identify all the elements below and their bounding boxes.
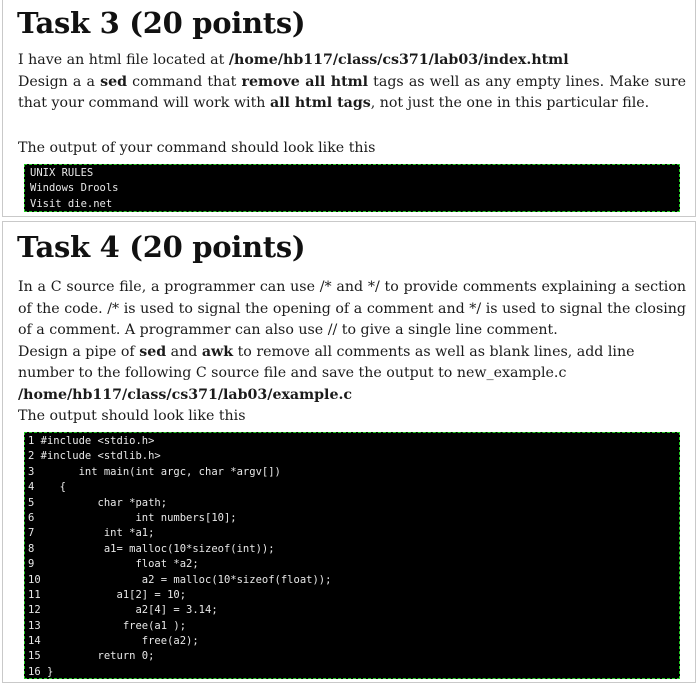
task4-file-path-line — [18, 385, 686, 407]
code-line: 14 free(a2); — [28, 635, 199, 648]
task3-instr-a: Design a a — [18, 73, 101, 90]
task3-description — [18, 50, 686, 115]
code-line: 15 return 0; — [28, 650, 155, 663]
task3-location-line — [18, 50, 686, 72]
code-line: 2 #include <stdlib.h> — [28, 450, 161, 463]
code-line: 11 a1[2] = 10; — [28, 588, 187, 601]
task4-instr-sed: sed — [139, 343, 167, 360]
code-line: 5 char *path; — [28, 496, 168, 509]
task4-description — [18, 277, 686, 428]
task4-instructions — [18, 342, 686, 385]
task3-instr-e: tags as well as any empty lines. Make sure that your command will work with — [18, 73, 686, 111]
code-line: 4 { — [28, 481, 66, 494]
code-line: 13 free(a1 ); — [28, 619, 187, 632]
task4-instr-a: Design a pipe of — [18, 343, 140, 360]
code-line: 6 int numbers[10]; — [28, 511, 237, 524]
task3-instr-remove: remove all html — [241, 73, 369, 90]
code-line: 7 int *a1; — [28, 527, 155, 540]
task3-output-box — [24, 164, 680, 212]
code-line: 9 float *a2; — [28, 558, 199, 571]
task4-output-label: The output should look like this — [18, 408, 246, 424]
task3-instr-c: command that — [127, 73, 242, 90]
task3-title: Task 3 (20 points) — [17, 6, 306, 40]
code-line: 10 a2 = malloc(10*sizeof(float)); — [28, 573, 332, 586]
code-line: 1 #include <stdio.h> — [28, 435, 155, 447]
task3-output-label: The output of your command should look like this — [18, 140, 376, 156]
task3-instructions — [18, 72, 686, 115]
code-line: 8 a1= malloc(10*sizeof(int)); — [28, 542, 275, 555]
task3-instr-all-tags: all html tags — [269, 95, 371, 111]
task3-panel — [2, 0, 696, 217]
task3-file-path: /home/hb117/class/cs371/lab03/index.html — [228, 52, 569, 68]
task3-instr-sed: sed — [100, 73, 128, 90]
code-line: 12 a2[4] = 3.14; — [28, 604, 218, 617]
task4-panel — [2, 221, 696, 683]
task4-output-box — [24, 432, 680, 679]
task4-instr-c: and — [166, 343, 202, 360]
code-line: 16 } — [28, 665, 54, 678]
output-line: Visit die.net — [30, 197, 113, 210]
output-line: Windows Drools — [30, 182, 119, 195]
task4-comment-explanation: In a C source file, a programmer can use /* and */ to provide comments explaining a section of the code. /* is used to signal the opening of a comment and */ is used to signal the closing of a comment. A programmer can also use // to give a single line comment. — [18, 279, 686, 338]
task4-file-path: /home/hb117/class/cs371/lab03/example.c — [18, 386, 353, 403]
task3-instr-g: , not just the one in this particular file. — [370, 95, 650, 111]
task4-instr-e: to remove all comments as well as blank lines, add line number to the following C source file and save the output to new_example.c — [18, 343, 635, 381]
output-line: UNIX RULES — [30, 167, 94, 179]
task4-instr-awk: awk — [201, 343, 234, 360]
task3-location-text: I have an html file located at — [18, 52, 229, 68]
code-line: 3 int main(int argc, char *argv[]) — [28, 465, 281, 478]
task4-title: Task 4 (20 points) — [17, 230, 306, 264]
